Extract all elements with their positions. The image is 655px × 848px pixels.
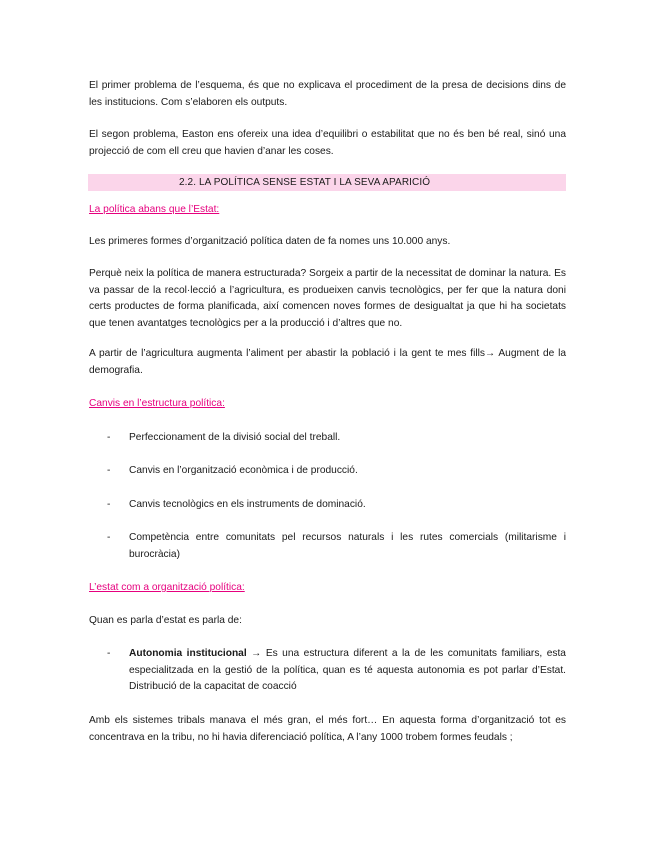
paragraph-perque-neix: Perquè neix la política de manera estructurada? Sorgeix a partir de la necessitat de dominar la natura. Es va passar de la recol·lecció a l’agricultura, es produeixen canvis tecnològics, per fer que la natura doni certs productes de forma planificada, així comencen noves formes de desigualtat ja que hi ha societats que tenen avantatges tecnològics per a la producció i d’altres que no.	[89, 268, 566, 329]
paragraph-agricultura: A partir de l’agricultura augmenta l’aliment per abastir la població i la gent te mes fills→ Augment de la demografia.	[89, 348, 566, 376]
paragraph-primeres-formes: Les primeres formes d’organització política daten de fa nomes uns 10.000 anys.	[89, 236, 451, 247]
list-item: Canvis en l’organització econòmica i de producció.	[129, 465, 358, 476]
list-item: Competència entre comunitats pel recursos naturals i les rutes comercials (militarisme i burocràcia)	[129, 532, 566, 560]
bullet-dash: -	[107, 499, 111, 510]
list-item: Canvis tecnològics en els instruments de dominació.	[129, 499, 366, 510]
bullet-dash: -	[107, 648, 111, 659]
bullet-dash: -	[107, 532, 111, 543]
list-item: Perfeccionament de la divisió social del treball.	[129, 432, 341, 443]
arrow-right-icon: →	[251, 648, 262, 659]
paragraph-esquema-problem: El primer problema de l’esquema, és que no explicava el procediment de la presa de decisions dins de les institucions. Com s’elaboren els outputs.	[89, 80, 566, 108]
autonomia-description: Es una estructura diferent a la de les comunitats familiars, esta especialitzada en la gestió de la política, quan es té aquesta autonomia es pot parlar d’Estat. Distribució de la capacitat de coacció	[129, 648, 566, 692]
section-heading	[88, 174, 566, 191]
bullet-dash: -	[107, 465, 111, 476]
paragraph-quan-es-parla: Quan es parla d’estat es parla de:	[89, 615, 242, 626]
subheading-canvis-estructura: Canvis en l’estructura política:	[89, 398, 225, 409]
subheading-estat-organitzacio: L’estat com a organització política:	[89, 582, 245, 593]
section-heading-text: 2.2. LA POLÍTICA SENSE ESTAT I LA SEVA APARICIÓ	[179, 177, 431, 188]
paragraph-easton-problem: El segon problema, Easton ens ofereix una idea d’equilibri o estabilitat que no és ben bé real, sinó una projecció de com ell creu que havien d’anar les coses.	[89, 129, 566, 157]
subheading-politica-abans-estat: La política abans que l’Estat:	[89, 204, 220, 215]
list-item-autonomia	[129, 646, 566, 696]
bullet-dash: -	[107, 432, 111, 443]
paragraph-sistemes-tribals: Amb els sistemes tribals manava el més gran, el més fort… En aquesta forma d’organització tot es concentrava en la tribu, no hi havia diferenciació política, A l’any 1000 trobem formes feudals ;	[89, 715, 566, 743]
term-autonomia-institucional: Autonomia institucional	[129, 648, 247, 659]
